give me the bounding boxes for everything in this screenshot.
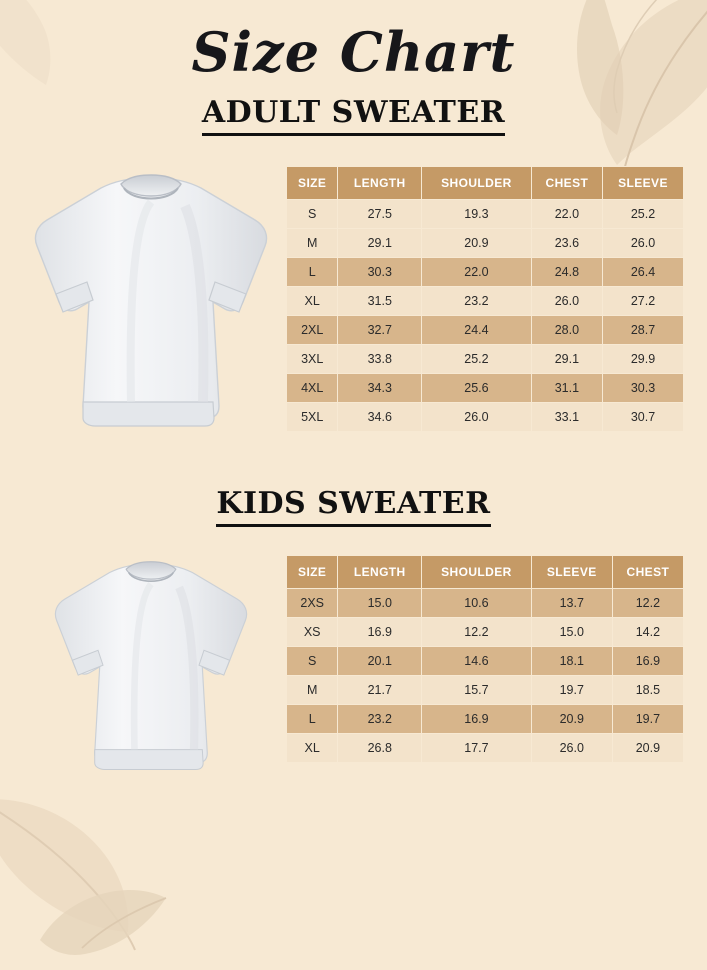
cell-size: 2XS <box>287 588 338 617</box>
cell-chest: 29.1 <box>531 344 602 373</box>
cell-chest: 12.2 <box>612 588 683 617</box>
cell-sleeve: 13.7 <box>531 588 612 617</box>
adult-sweater-image-container <box>16 162 286 452</box>
column-header: CHEST <box>612 555 683 588</box>
cell-length: 34.6 <box>338 402 422 431</box>
cell-sleeve: 18.1 <box>531 646 612 675</box>
adult-sweater-section <box>0 162 707 452</box>
table-row <box>287 373 684 402</box>
cell-shoulder: 16.9 <box>422 704 532 733</box>
cell-size: XL <box>287 733 338 762</box>
cell-size: XL <box>287 286 338 315</box>
cell-chest: 20.9 <box>612 733 683 762</box>
table-row <box>287 257 684 286</box>
cell-chest: 31.1 <box>531 373 602 402</box>
cell-size: S <box>287 199 338 228</box>
cell-shoulder: 22.0 <box>422 257 532 286</box>
cell-chest: 23.6 <box>531 228 602 257</box>
table-header-row <box>287 166 684 199</box>
cell-shoulder: 12.2 <box>422 617 532 646</box>
kids-sweater-section <box>0 551 707 791</box>
cell-sleeve: 19.7 <box>531 675 612 704</box>
kids-size-table <box>286 555 684 763</box>
cell-length: 32.7 <box>338 315 422 344</box>
table-row <box>287 617 684 646</box>
cell-size: 5XL <box>287 402 338 431</box>
cell-sleeve: 15.0 <box>531 617 612 646</box>
column-header: SIZE <box>287 166 338 199</box>
cell-chest: 33.1 <box>531 402 602 431</box>
cell-shoulder: 15.7 <box>422 675 532 704</box>
cell-shoulder: 19.3 <box>422 199 532 228</box>
cell-shoulder: 26.0 <box>422 402 532 431</box>
cell-size: L <box>287 704 338 733</box>
table-row <box>287 402 684 431</box>
cell-length: 15.0 <box>338 588 422 617</box>
cell-sleeve: 30.3 <box>602 373 683 402</box>
kids-table-container <box>286 551 691 763</box>
table-row <box>287 199 684 228</box>
cell-length: 21.7 <box>338 675 422 704</box>
cell-sleeve: 25.2 <box>602 199 683 228</box>
cell-shoulder: 23.2 <box>422 286 532 315</box>
cell-size: 2XL <box>287 315 338 344</box>
cell-chest: 28.0 <box>531 315 602 344</box>
cell-size: XS <box>287 617 338 646</box>
column-header: SLEEVE <box>531 555 612 588</box>
sweater-illustration-icon <box>25 162 277 452</box>
table-row <box>287 704 684 733</box>
cell-shoulder: 10.6 <box>422 588 532 617</box>
cell-shoulder: 25.2 <box>422 344 532 373</box>
table-row <box>287 646 684 675</box>
column-header: LENGTH <box>338 166 422 199</box>
cell-length: 16.9 <box>338 617 422 646</box>
cell-sleeve: 26.0 <box>531 733 612 762</box>
column-header: SHOULDER <box>422 166 532 199</box>
cell-sleeve: 29.9 <box>602 344 683 373</box>
column-header: LENGTH <box>338 555 422 588</box>
cell-sleeve: 20.9 <box>531 704 612 733</box>
kids-sweater-illustration-icon <box>46 551 256 791</box>
cell-length: 20.1 <box>338 646 422 675</box>
cell-size: L <box>287 257 338 286</box>
column-header: SLEEVE <box>602 166 683 199</box>
cell-size: 3XL <box>287 344 338 373</box>
column-header: CHEST <box>531 166 602 199</box>
cell-chest: 22.0 <box>531 199 602 228</box>
adult-section-heading <box>0 95 707 136</box>
cell-length: 30.3 <box>338 257 422 286</box>
cell-sleeve: 26.0 <box>602 228 683 257</box>
cell-sleeve: 27.2 <box>602 286 683 315</box>
kids-section-heading <box>0 486 707 527</box>
table-row <box>287 344 684 373</box>
cell-sleeve: 28.7 <box>602 315 683 344</box>
cell-chest: 24.8 <box>531 257 602 286</box>
table-header-row <box>287 555 684 588</box>
adult-size-table <box>286 166 684 432</box>
page-title: Size Chart <box>191 20 516 84</box>
table-row <box>287 315 684 344</box>
cell-sleeve: 26.4 <box>602 257 683 286</box>
cell-size: M <box>287 675 338 704</box>
adult-title-text: ADULT SWEATER <box>202 95 505 136</box>
cell-length: 27.5 <box>338 199 422 228</box>
cell-length: 33.8 <box>338 344 422 373</box>
cell-shoulder: 17.7 <box>422 733 532 762</box>
cell-shoulder: 24.4 <box>422 315 532 344</box>
cell-chest: 26.0 <box>531 286 602 315</box>
table-row <box>287 286 684 315</box>
cell-sleeve: 30.7 <box>602 402 683 431</box>
kids-sweater-image-container <box>16 551 286 791</box>
cell-length: 34.3 <box>338 373 422 402</box>
cell-length: 26.8 <box>338 733 422 762</box>
cell-chest: 16.9 <box>612 646 683 675</box>
table-row <box>287 675 684 704</box>
cell-shoulder: 20.9 <box>422 228 532 257</box>
cell-chest: 18.5 <box>612 675 683 704</box>
column-header: SIZE <box>287 555 338 588</box>
kids-title-text: KIDS SWEATER <box>216 486 490 527</box>
adult-table-container <box>286 162 691 432</box>
cell-shoulder: 14.6 <box>422 646 532 675</box>
cell-length: 23.2 <box>338 704 422 733</box>
cell-length: 29.1 <box>338 228 422 257</box>
cell-size: M <box>287 228 338 257</box>
table-row <box>287 588 684 617</box>
column-header: SHOULDER <box>422 555 532 588</box>
cell-chest: 19.7 <box>612 704 683 733</box>
cell-size: 4XL <box>287 373 338 402</box>
cell-length: 31.5 <box>338 286 422 315</box>
cell-shoulder: 25.6 <box>422 373 532 402</box>
table-row <box>287 228 684 257</box>
cell-size: S <box>287 646 338 675</box>
cell-chest: 14.2 <box>612 617 683 646</box>
table-row <box>287 733 684 762</box>
